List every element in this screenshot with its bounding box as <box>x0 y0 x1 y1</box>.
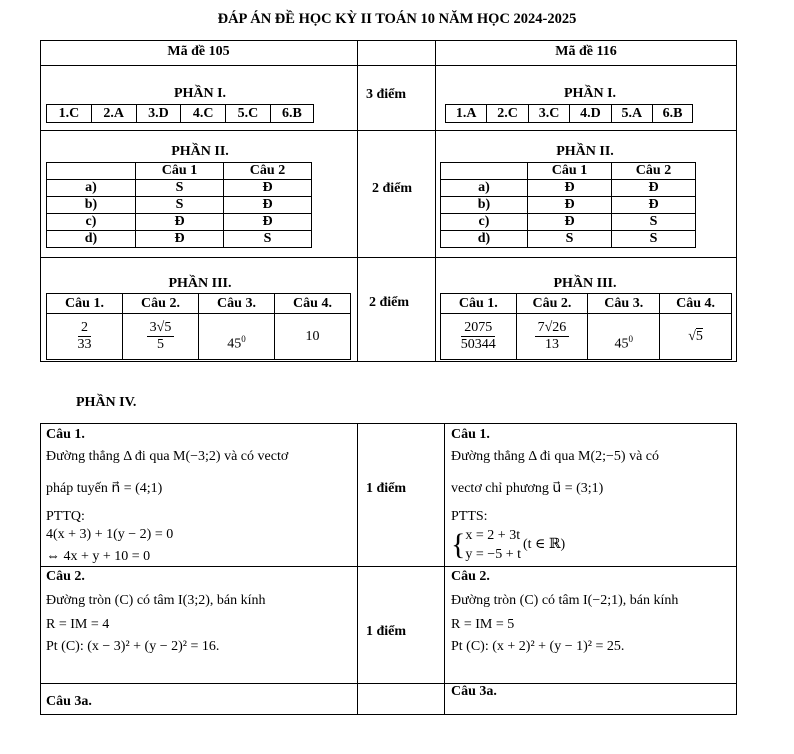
part2-table-left: Câu 1 Câu 2 a) S Đ b) S Đ c) Đ Đ d) Đ S <box>46 162 312 248</box>
part3-points: 2 điểm <box>369 295 410 310</box>
part1-points: 3 điểm <box>366 87 407 102</box>
answer-cell: 6.B <box>653 105 693 123</box>
answer-cell: 3.D <box>136 105 181 123</box>
answer-q2: $\frac{7√26}{13}$ <box>516 314 588 360</box>
q3-right-label: Câu 3a. <box>451 684 497 699</box>
part2-heading-right: PHẦN II. <box>556 144 614 159</box>
answer-q3: $45^0$ <box>588 314 660 360</box>
part1-table-right <box>445 104 693 123</box>
q1-right: Câu 1. Đường thẳng Δ đi qua M(2;−5) và có vectơ chỉ phương u⃗ = (3;1) PTTS: { x = 2 + 3t y = −5 + t (t ∈ ℝ) <box>451 427 660 562</box>
part2-heading-left: PHẦN II. <box>171 144 229 159</box>
answer-q3: $45^0$ <box>199 314 275 360</box>
part3-heading-left: PHẦN III. <box>168 276 232 291</box>
part4-heading: PHẦN IV. <box>76 395 137 410</box>
answer-cell: 4.D <box>570 105 611 123</box>
answer-cell: 6.B <box>270 105 313 123</box>
answer-q4: 10 <box>275 314 351 360</box>
answer-cell: 1.A <box>446 105 487 123</box>
answer-cell: 1.C <box>47 105 92 123</box>
ma-de-left: Mã đề 105 <box>167 44 230 59</box>
q1-left: Câu 1. Đường thẳng Δ đi qua M(−3;2) và có vectơ pháp tuyến n⃗ = (4;1) PTTQ: 4(x + 3) + 1(y − 2) = 0 ⇔ 4x + y + 10 = 0 <box>46 427 289 564</box>
brace-icon: { <box>451 528 466 561</box>
part1-heading-left: PHẦN I. <box>173 86 227 101</box>
q1-points: 1 điểm <box>366 481 407 496</box>
answer-cell: 2.C <box>487 105 528 123</box>
answer-q1: $\frac{2075}{50344}$ <box>441 314 517 360</box>
part2-table-right: Câu 1 Câu 2 a) Đ Đ b) Đ Đ c) Đ S d) S S <box>440 162 696 248</box>
answer-cell: 4.C <box>181 105 226 123</box>
answer-cell: 5.A <box>611 105 652 123</box>
answer-q4: √5 <box>660 314 732 360</box>
page-title: ĐÁP ÁN ĐỀ HỌC KỲ II TOÁN 10 NĂM HỌC 2024-2025 <box>217 11 577 27</box>
part2-points: 2 điểm <box>372 181 413 196</box>
answer-q2: $\frac{3√5}{5}$ <box>123 314 199 360</box>
ma-de-right: Mã đề 116 <box>555 44 617 59</box>
answer-cell: 3.C <box>528 105 569 123</box>
part3-heading-right: PHẦN III. <box>553 276 617 291</box>
q3-left-label: Câu 3a. <box>46 694 92 709</box>
part3-table-left: Câu 1. Câu 2. Câu 3. Câu 4. $\frac{2}{33}$ $\frac{3√5}{5}$ $45^0$ 10 <box>46 293 351 360</box>
part1-heading-right: PHẦN I. <box>563 86 617 101</box>
answer-q1: $\frac{2}{33}$ <box>47 314 123 360</box>
q2-right: Câu 2. Đường tròn (C) có tâm I(−2;1), bán kính R = IM = 5 Pt (C): (x + 2)² + (y − 1)² = 25. <box>451 569 679 654</box>
answer-cell: 5.C <box>226 105 271 123</box>
q2-points: 1 điểm <box>366 624 407 639</box>
q2-left: Câu 2. Đường tròn (C) có tâm I(3;2), bán kính R = IM = 4 Pt (C): (x − 3)² + (y − 2)² = 16. <box>46 569 266 654</box>
part1-table-left <box>46 104 314 123</box>
answer-cell: 2.A <box>91 105 136 123</box>
part3-table-right: Câu 1. Câu 2. Câu 3. Câu 4. $\frac{2075}{50344}$ $\frac{7√26}{13}$ $45^0$ √5 <box>440 293 732 360</box>
